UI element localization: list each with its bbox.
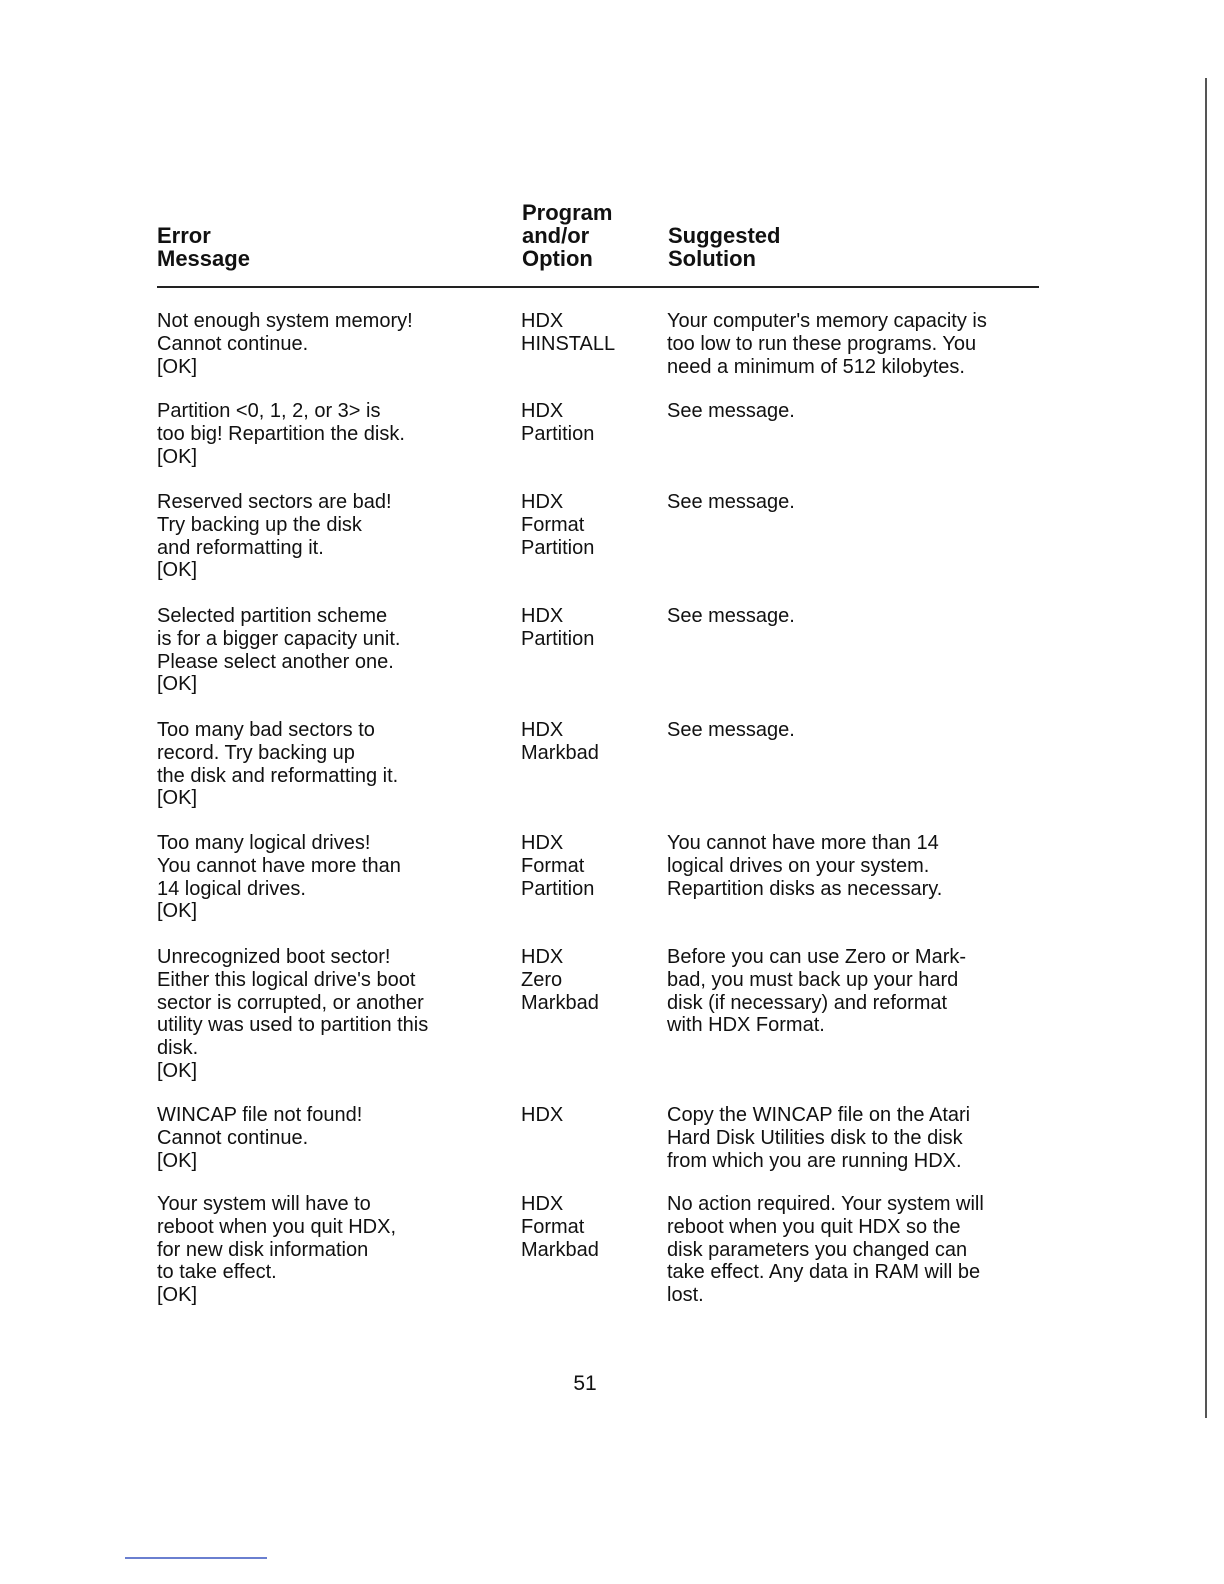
error-message-cell-line: [OK] — [157, 445, 198, 468]
error-message-cell-line: sector is corrupted, or another — [157, 991, 424, 1014]
error-message-cell-line: for new disk information — [157, 1238, 369, 1261]
program-option-cell-line: HDX — [521, 605, 564, 627]
error-message-cell-line: Your system will have to — [157, 1193, 371, 1215]
error-message-cell — [157, 946, 428, 1083]
error-message-cell-line: Too many logical drives! — [157, 832, 371, 854]
error-message-cell — [157, 310, 413, 378]
error-message-cell-line: Reserved sectors are bad! — [157, 491, 392, 513]
program-option-cell-line: Partition — [521, 627, 595, 650]
suggested-solution-cell-line: Your computer's memory capacity is — [667, 310, 987, 332]
suggested-solution-cell — [667, 832, 942, 900]
program-option-cell-line: Zero — [521, 968, 563, 991]
suggested-solution-cell-line: See message. — [667, 605, 795, 627]
suggested-solution-cell — [667, 310, 987, 378]
suggested-solution-cell-line: too low to run these programs. You — [667, 332, 977, 355]
suggested-solution-cell-line: reboot when you quit HDX so the — [667, 1215, 961, 1238]
error-message-cell-line: and reformatting it. — [157, 536, 324, 559]
program-option-cell-line: HDX — [521, 491, 564, 513]
error-message-cell-line: Too many bad sectors to — [157, 719, 375, 741]
suggested-solution-cell-line: Repartition disks as necessary. — [667, 877, 943, 900]
suggested-solution-cell-line: See message. — [667, 400, 795, 422]
error-message-cell-line: [OK] — [157, 673, 198, 696]
program-option-cell — [521, 1193, 599, 1261]
suggested-solution-cell-line: take effect. Any data in RAM will be — [667, 1261, 981, 1284]
header-program-option: Program and/or Option — [522, 200, 613, 271]
program-option-cell-line: Partition — [521, 536, 595, 559]
suggested-solution-cell — [667, 605, 795, 628]
error-message-cell — [157, 491, 392, 582]
error-message-cell-line: to take effect. — [157, 1261, 277, 1284]
suggested-solution-cell-line: with HDX Format. — [667, 1014, 825, 1037]
program-option-cell-line: HDX — [521, 310, 564, 332]
suggested-solution-cell-line: See message. — [667, 491, 795, 513]
program-option-cell-line: Format — [521, 854, 585, 877]
suggested-solution-cell — [667, 1193, 984, 1307]
program-option-cell-line: Partition — [521, 422, 595, 445]
program-option-cell — [521, 605, 594, 651]
program-option-cell — [521, 832, 594, 900]
program-option-cell-line: HDX — [521, 400, 564, 422]
error-message-cell-line: [OK] — [157, 1149, 198, 1172]
program-option-cell — [521, 400, 594, 446]
suggested-solution-cell-line: No action required. Your system will — [667, 1193, 984, 1215]
program-option-cell-line: HINSTALL — [521, 332, 616, 355]
error-message-cell-line: 14 logical drives. — [157, 877, 306, 900]
error-message-cell-line: too big! Repartition the disk. — [157, 422, 405, 445]
error-message-cell-line: [OK] — [157, 1059, 198, 1082]
page-number: 51 — [573, 1372, 597, 1395]
suggested-solution-cell-line: Hard Disk Utilities disk to the disk — [667, 1126, 963, 1149]
error-message-cell-line: You cannot have more than — [157, 854, 401, 877]
suggested-solution-cell-line: bad, you must back up your hard — [667, 968, 959, 991]
program-option-cell-line: HDX — [521, 1193, 564, 1215]
error-message-cell-line: [OK] — [157, 1284, 198, 1307]
error-message-cell — [157, 1193, 396, 1307]
error-message-cell-line: Please select another one. — [157, 650, 394, 673]
program-option-cell — [521, 1104, 563, 1127]
error-message-cell-line: is for a bigger capacity unit. — [157, 627, 401, 650]
error-message-cell-line: the disk and reformatting it. — [157, 764, 399, 787]
error-message-cell-line: Partition <0, 1, 2, or 3> is — [157, 400, 381, 422]
header-error-message: Error Message — [157, 223, 250, 271]
program-option-cell-line: HDX — [521, 832, 564, 854]
suggested-solution-cell-line: Copy the WINCAP file on the Atari — [667, 1104, 971, 1126]
error-message-cell — [157, 400, 405, 468]
program-option-cell — [521, 491, 594, 559]
error-message-cell-line: utility was used to partition this — [157, 1014, 429, 1037]
program-option-cell-line: Markbad — [521, 991, 599, 1014]
suggested-solution-cell-line: disk (if necessary) and reformat — [667, 991, 948, 1014]
header-suggested-solution: Suggested Solution — [668, 223, 781, 271]
program-option-cell-line: Partition — [521, 877, 595, 900]
error-message-cell — [157, 605, 400, 696]
error-message-cell-line: Cannot continue. — [157, 1126, 309, 1149]
suggested-solution-cell-line: from which you are running HDX. — [667, 1149, 962, 1172]
error-message-cell-line: reboot when you quit HDX, — [157, 1215, 397, 1238]
suggested-solution-cell — [667, 946, 966, 1037]
suggested-solution-cell-line: need a minimum of 512 kilobytes. — [667, 355, 965, 378]
header-divider — [157, 286, 1039, 288]
suggested-solution-cell — [667, 491, 795, 514]
suggested-solution-cell-line: You cannot have more than 14 — [667, 832, 939, 854]
error-message-cell-line: Not enough system memory! — [157, 310, 413, 332]
error-message-cell-line: [OK] — [157, 355, 198, 378]
program-option-cell-line: Format — [521, 1215, 585, 1238]
error-message-cell — [157, 1104, 362, 1172]
program-option-cell — [521, 310, 615, 356]
error-message-cell-line: [OK] — [157, 787, 198, 810]
suggested-solution-cell — [667, 719, 795, 742]
error-message-cell-line: Try backing up the disk — [157, 513, 362, 536]
program-option-cell-line: HDX — [521, 1104, 564, 1126]
error-message-cell — [157, 832, 401, 923]
error-message-cell-line: WINCAP file not found! — [157, 1104, 363, 1126]
page-edge-line — [1205, 78, 1207, 1418]
program-option-cell — [521, 719, 599, 765]
table-header — [157, 190, 1037, 270]
program-option-cell-line: Format — [521, 513, 585, 536]
error-message-cell — [157, 719, 398, 810]
error-message-cell-line: record. Try backing up — [157, 741, 355, 764]
suggested-solution-cell-line: Before you can use Zero or Mark- — [667, 946, 967, 968]
error-message-cell-line: Selected partition scheme — [157, 605, 388, 627]
program-option-cell — [521, 946, 599, 1014]
error-message-cell-line: Either this logical drive's boot — [157, 968, 416, 991]
error-message-cell-line: [OK] — [157, 559, 198, 582]
error-message-cell-line: [OK] — [157, 900, 198, 923]
error-message-cell-line: Cannot continue. — [157, 332, 309, 355]
suggested-solution-cell-line: lost. — [667, 1284, 704, 1307]
program-option-cell-line: Markbad — [521, 1238, 599, 1261]
program-option-cell-line: HDX — [521, 719, 564, 741]
suggested-solution-cell-line: disk parameters you changed can — [667, 1238, 968, 1261]
footer-mark — [125, 1557, 267, 1559]
suggested-solution-cell-line: See message. — [667, 719, 795, 741]
program-option-cell-line: HDX — [521, 946, 564, 968]
suggested-solution-cell — [667, 1104, 970, 1172]
error-message-cell-line: Unrecognized boot sector! — [157, 946, 391, 968]
error-message-cell-line: disk. — [157, 1037, 199, 1060]
suggested-solution-cell — [667, 400, 795, 423]
program-option-cell-line: Markbad — [521, 741, 599, 764]
suggested-solution-cell-line: logical drives on your system. — [667, 854, 930, 877]
